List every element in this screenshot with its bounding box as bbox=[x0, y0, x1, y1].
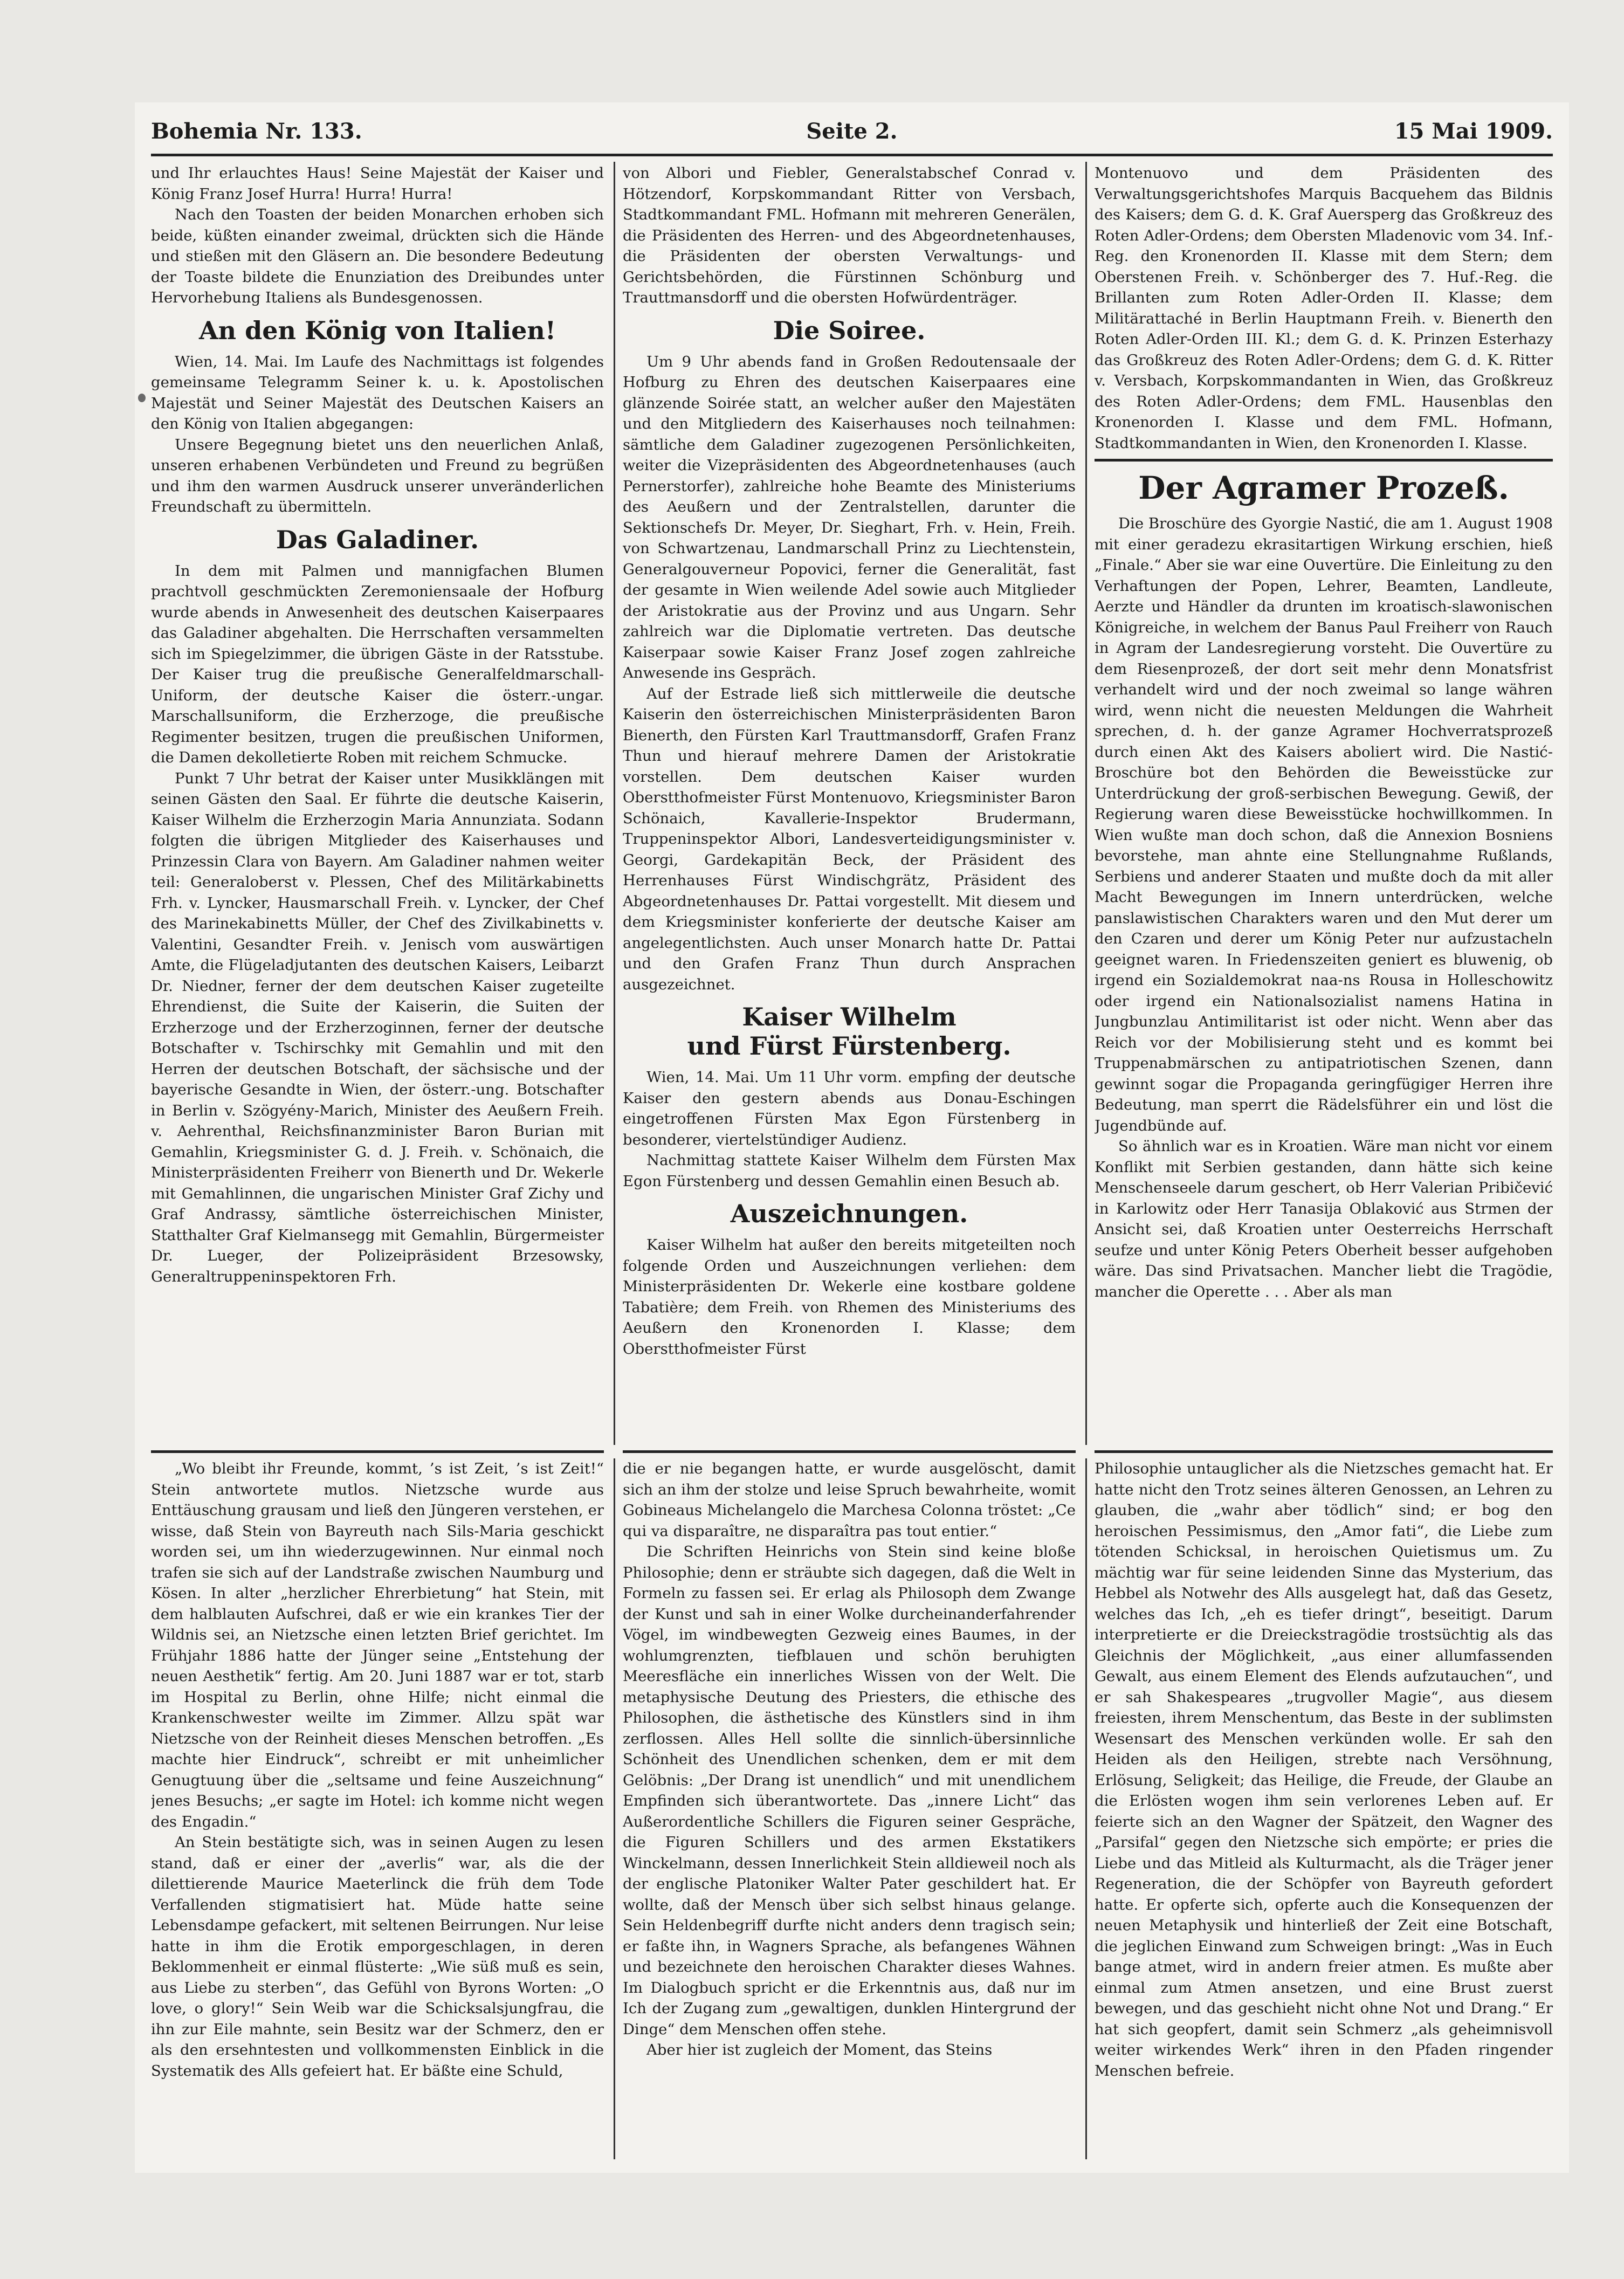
news-column-3 bbox=[1095, 163, 1553, 1446]
paragraph: Aber hier ist zugleich der Moment, das Steins bbox=[646, 2041, 993, 2058]
paragraph: „Wo bleibt ihr Freunde, kommt, ’s ist Zeit, ’s ist Zeit!“ Stein antwortete mutlos. Nietzsche wurde aus Enttäuschung grausam und ließ den Jüngeren verstehen, er wisse, daß Stein von Bayreuth nach Sils-Maria geschickt worden sei, um ihn wiederzugewinnen. Nur einmal noch trafen sie sich auf der Landstraße zwischen Naumburg und Kösen. In alter „herzlicher Ehrerbietung“ hat Stein, mit dem halblauten Aufschrei, daß er wie ein krankes Tier der Wildnis sei, an Nietzsche einen letzten Brief gerichtet. Im Frühjahr 1886 hatte der Jünger seine „Entstehung der neuen Aesthetik“ fertig. Am 20. Juni 1887 war er tot, starb im Hospital zu Berlin, ohne Hilfe; nicht einmal die Krankenschwester weilte im Zimmer. Allzu spät war Nietzsche von der Reinheit dieses Menschen betroffen. „Es machte hier Eindruck“, schreibt er mit unheimlicher Genugtuung über die „seltsame und feine Auszeichnung“ jenes Besuchs; „er sagte im Hotel: ich komme nicht wegen des Engadin.“ bbox=[151, 1460, 604, 1830]
paragraph: Wien, 14. Mai. Im Laufe des Nachmittags ist folgendes gemeinsame Telegramm Seiner k. u. k. Apostolischen Majestät und Seiner Majestät des Deutschen Kaisers an den König von Italien abgegangen: bbox=[151, 353, 604, 432]
article-heading: und Fürst Fürstenberg. bbox=[687, 1031, 1011, 1061]
header-page-number: Seite 2. bbox=[806, 119, 898, 144]
feuilleton-rule bbox=[151, 1450, 604, 1453]
paragraph: Montenuovo und dem Präsidenten des Verwaltungsgerichtshofes Marquis Bacquehem das Bildnis des Kaisers; dem G. d. K. Graf Auersperg das Großkreuz des Roten Adler-Ordens; dem Obersten Mladenovic vom 34. Inf.-Reg. den Kronenorden II. Klasse mit dem Stern; dem Oberstenen Freih. v. Schönberger des 7. Huf.-Reg. die Brillanten zum Roten Adler-Orden II. Klasse; dem Militärattaché in Berlin Hauptmann Freih. v. Bienerth den Roten Adler-Orden III. Kl.; dem G. d. K. Prinzen Esterhazy das Großkreuz des Roten Adler-Ordens; dem G. d. K. Ritter v. Versbach, Korpskommandanten in Wien, das Großkreuz des Roten Adler-Ordens; dem FML. Hausenblas den Kronenorden I. Klasse und dem FML. Hofmann, Stadtkommandanten in Wien, den Kronenorden I. Klasse. bbox=[1095, 164, 1553, 452]
paragraph: die er nie begangen hatte, er wurde ausgelöscht, damit sich an ihm der stolze und leise Spruch bewahrheite, womit Gobineaus Michelangelo die Marchesa Colonna tröstet: „Ce qui va disparaître, ne disparaîtra pas tout entier.“ bbox=[623, 1460, 1076, 1540]
news-column-1 bbox=[151, 163, 604, 1446]
column-rule bbox=[614, 1458, 615, 2159]
paragraph: und Ihr erlauchtes Haus! Seine Majestät der Kaiser und König Franz Josef Hurra! Hurra! Hurra! bbox=[151, 164, 604, 203]
paragraph: Die Broschüre des Gyorgie Nastić, die am 1. August 1908 mit einer geradezu ekrasitartigen Wirkung erschien, hieß „Finale.“ Aber sie war eine Ouvertüre. Die Einleitung zu den Verhaftungen der Popen, Lehrer, Beamten, Landleute, Aerzte und Händler da drunten im kroatisch-slawonischen Königreiche, in welchem der Banus Paul Freiherr von Rauch in Agram der Landesregierung vorsteht. Die Ouvertüre zu dem Riesenprozeß, der dort seit mehr denn Monatsfrist verhandelt wird und der noch zweimal so lange währen wird, wenn nicht die neuesten Meldungen die Wahrheit sprechen, d. h. der ganze Agramer Hochverratsprozeß durch einen Akt des Kaisers aboliert wird. Die Nastić-Broschüre bot den Behörden die Beweisstücke zur Unterdrückung der groß-serbischen Bewegung. Gewiß, der Regierung waren diese Beweisstücke hochwillkommen. In Wien wußte man doch schon, daß die Annexion Bosniens bevorstehe, man ahnte eine Stellungnahme Rußlands, Serbiens und anderer Staaten und mußte doch da mit aller Macht Bewegungen im Innern unterdrücken, welche panslawistischen Charakters waren und den Mut derer um den Czaren und derer um König Peter nur aufzustacheln geeignet waren. In Friedenszeiten geniert es bluwenig, ob irgend ein Sozialdemokrat naa-ns Rousa in Holleschowitz oder irgend ein Nationalsozialist namens Hatina in Jungbunzlau Antimilitarist ist oder nicht. Wenn aber das Reich vor der Mobilisierung steht und es kommt bei Truppenabmärschen zu antipatriotischen Szenen, dann gewinnt sogar die Propaganda geringfügiger Herren ihre Bedeutung, man sperrt die Rädelsführer ein und löst die Jugendbünde auf. bbox=[1095, 515, 1553, 1134]
header-title: Bohemia Nr. 133. bbox=[151, 119, 362, 144]
article-heading: Auszeichnungen. bbox=[730, 1199, 968, 1228]
paragraph: Nachmittag stattete Kaiser Wilhelm dem Fürsten Max Egon Fürstenberg und dessen Gemahlin einen Besuch ab. bbox=[623, 1152, 1076, 1190]
article-heading: Der Agramer Prozeß. bbox=[1138, 470, 1509, 506]
article-rule bbox=[1095, 459, 1553, 462]
paragraph: Um 9 Uhr abends fand in Großen Redoutensaale der Hofburg zu Ehren des deutschen Kaiserpaares eine glänzende Soirée statt, an welcher außer den Majestäten und den Mitgliedern des Kaiserhauses noch teilnahmen: sämtliche dem Galadiner zugezogenen Persönlichkeiten, weiter die Vizepräsidenten des Abgeordnetenhauses (auch Pernerstorfer), zahlreiche hohe Beamte des Ministeriums des Aeußern und der Zentralstellen, darunter die Sektionschefs Dr. Meyer, Dr. Sieghart, Frh. v. Hein, Freih. von Schwartzenau, Landmarschall Prinz zu Liechtenstein, Generalgouverneur Popovici, ferner die Generalität, fast der gesamte in Wien weilende Adel sowie auch Mitglieder der Aristokratie aus der Provinz und aus Ungarn. Sehr zahlreich war die Diplomatie vertreten. Das deutsche Kaiserpaar sowie Kaiser Franz Josef zogen zahlreiche Anwesende ins Gespräch. bbox=[623, 353, 1076, 681]
column-rule bbox=[614, 162, 615, 1445]
paragraph: Unsere Begegnung bietet uns den neuerlichen Anlaß, unseren erhabenen Verbündeten und Freund zu begrüßen und ihm den warmen Ausdruck unserer unveränderlichen Freundschaft zu übermitteln. bbox=[151, 436, 604, 515]
feuilleton-column-1 bbox=[151, 1458, 604, 2159]
feuilleton-column-2 bbox=[623, 1458, 1076, 2159]
column-rule bbox=[1085, 162, 1087, 1445]
feuilleton-rule bbox=[623, 1450, 1076, 1453]
header-date: 15 Mai 1909. bbox=[1394, 119, 1553, 144]
article-heading: Kaiser Wilhelm bbox=[742, 1002, 956, 1031]
paragraph: Philosophie untauglicher als die Nietzsches gemacht hat. Er hatte nicht den Trotz seines älteren Genossen, an Lehren zu glauben, die „wahr aber tödlich“ sind; er bog den heroischen Pessimismus, den „Amor fati“, die Liebe zum tötenden Schicksal, in heroischen Quietismus um. Zu mächtig war für seine leidenden Sinne das Mysterium, das Hebbel als Notwehr des Alls ausgelegt hat, daß das Gesetz, welches das Ich, „eh es tiefer dringt“, beseitigt. Darum interpretierte er die Dreieckstragödie trostsüchtig als das Gleichnis der Möglichkeit, „aus einer allumfassenden Gewalt, aus einem Element des Elends aufzutauchen“, und er sah Shakespeares „trugvoller Magie“, aus diesem freiesten, ihrem Menschentum, das Beste in der sublimsten Wesensart des Menschen verkünden wolle. Er sah den Heiden als den Heiligen, strebte nach Versöhnung, Erlösung, Seligkeit; das Heilige, die Freude, der Glaube an die Erlösten wogen ihm sein verlorenes Leben auf. Er feierte sich an den Wagner der Spätzeit, den Wagner des „Parsifal“ gegen den Nietzsche sich empörte; er pries die Liebe und das Mitleid als Kulturmacht, als die Träger jener Regeneration, die der Schöpfer von Bayreuth gefordert hatte. Er opferte sich, opferte auch die Konsequenzen der neuen Metaphysik und hinterließ der Zeit eine Botschaft, die jeglichen Einwand zum Schweigen bringt: „Was in Euch bange atmet, wird in andern freier atmen. Es mußte aber einmal zum Atmen ansetzen, und eine Brust zuerst bewegen, und das geschieht nicht ohne Not und Drang.“ Er hat sich geopfert, damit sein Schmerz „als geheimnisvoll weiter wirkendes Werk“ ihren in den Pfaden ringender Menschen befreie. bbox=[1095, 1460, 1553, 2080]
article-heading: An den König von Italien! bbox=[198, 315, 556, 345]
news-column-2 bbox=[623, 163, 1076, 1446]
article-heading: Das Galadiner. bbox=[276, 525, 479, 554]
column-rule bbox=[1085, 1458, 1087, 2159]
paragraph: An Stein bestätigte sich, was in seinen Augen zu lesen stand, daß er einer der „averlis“ war, als die der dilettierende Maurice Maeterlinck die früh dem Tode Verfallenden stigmatisiert hat. Müde hatte seine Lebensdampe gefackert, mit seltenen Beirrungen. Nur leise hatte in ihm die Erotik emporgeschlagen, in deren Beklommenheit er einmal flüsterte: „Wie süß muß es sein, aus Liebe zu sterben“, das Gefühl von Byrons Worten: „O love, o glory!“ Sein Weib war die Schicksalsjungfrau, die ihn zur Eile mahnte, sein Besitz war der Schmerz, den er als den ersehntesten und vollkommensten Einblick in die Systematik des Alls gefeiert hat. Er bäßte eine Schuld, bbox=[151, 1834, 604, 2080]
paragraph: Auf der Estrade ließ sich mittlerweile die deutsche Kaiserin den österreichischen Ministerpräsidenten Baron Bienerth, den Fürsten Karl Trauttmansdorff, Grafen Franz Thun und hierauf mehrere Damen der Aristokratie vorstellen. Dem deutschen Kaiser wurden Oberstthofmeister Fürst Montenuovo, Kriegsminister Baron Schönaich, Kavallerie-Inspektor Brudermann, Truppeninspektor Albori, Landesverteidigungsminister v. Georgi, Gardekapitän Beck, der Präsident des Herrenhauses Fürst Windischgrätz, Präsident des Abgeordnetenhauses Dr. Pattai vorgestellt. Mit diesem und dem Kriegsminister konferierte der deutsche Kaiser am angelegentlichsten. Auch unser Monarch hatte Dr. Pattai und den Grafen Franz Thun durch Ansprachen ausgezeichnet. bbox=[623, 685, 1076, 993]
feuilleton-column-3 bbox=[1095, 1458, 1553, 2159]
page-header bbox=[151, 113, 1553, 151]
ink-blot bbox=[138, 394, 146, 402]
header-rule bbox=[151, 154, 1553, 156]
feuilleton-rule bbox=[1095, 1450, 1553, 1453]
paragraph: Nach den Toasten der beiden Monarchen erhoben sich beide, küßten einander zweimal, drückten sich die Hände und stießen mit den Gläsern an. Die besondere Bedeutung der Toaste bildete die Enunziation des Dreibundes unter Hervorhebung Italiens als Bundesgenossen. bbox=[151, 206, 604, 306]
paragraph: So ähnlich war es in Kroatien. Wäre man nicht vor einem Konflikt mit Serbien gestanden, dann hätte sich keine Menschenseele darum geschert, ob Herr Valerian Pribičević in Karlowitz oder Herr Tanasija Oblaković aus Strmen der Ansicht sei, daß Kroatien unter Oesterreichs Herrschaft seufze und unter König Peters Oberheit besser aufgehoben wäre. Das sind Privatsachen. Mancher liebt die Tragödie, mancher die Operette . . . Aber als man bbox=[1095, 1138, 1553, 1300]
paragraph: von Albori und Fiebler, Generalstabschef Conrad v. Hötzendorf, Korpskommandant Ritter von Versbach, Stadtkommandant FML. Hofmann mit mehreren Generälen, die Präsidenten des Herren- und des Abgeordnetenhauses, die Präsidenten der obersten Verwaltungs- und Gerichtsbehörden, die Fürstinnen Schönburg und Trauttmansdorff und die obersten Hofwürdenträger. bbox=[623, 164, 1076, 306]
paragraph: Die Schriften Heinrichs von Stein sind keine bloße Philosophie; denn er sträubte sich dagegen, daß die Welt in Formeln zu fassen sei. Er erlag als Philosoph dem Zwange der Kunst und sah in einer Wolke durcheinanderfahrender Vögel, im windbewegten Gezweig eines Baumes, in der wohlumgrenzten, tiefblauen und schön beruhigten Meeresfläche ein innerliches Wissen von der Welt. Die metaphysische Deutung des Priesters, die ethische des Philosophen, die ästhetische des Künstlers sind in ihm zerflossen. Alles Hell sollte die sinnlich-übersinnliche Schönheit des Unendlichen schenken, dem er mit dem Gelöbnis: „Der Drang ist unendlich“ und mit unendlichem Empfinden sich überantwortete. Das „innere Licht“ das Außerordentliche Schillers die Figuren seiner Gespräche, die Figuren Schillers und des armen Ekstatikers Winckelmann, dessen Innerlichkeit Stein alldieweil noch als der englische Platoniker Walter Pater geschildert hat. Er wollte, daß der Mensch über sich selbst hinaus gelange. Sein Heldenbegriff durfte nicht anders denn tragisch sein; er faßte ihn, in Wagners Sprache, als befangenes Wähnen und bezeichnete den heroischen Charakter dieses Wahnes. Im Dialogbuch spricht er die Erkenntnis aus, daß nur im Ich der Zugang zum „gewaltigen, dunklen Hintergrund der Dinge“ dem Menschen offen stehe. bbox=[623, 1543, 1076, 2038]
paragraph: In dem mit Palmen und mannigfachen Blumen prachtvoll geschmückten Zeremoniensaale der Hofburg wurde abends in Anwesenheit des deutschen Kaiserpaares das Galadiner abgehalten. Die Herrschaften versammelten sich im Spiegelzimmer, die übrigen Gäste in der Ratsstube. Der Kaiser trug die preußische Generalfeldmarschall-Uniform, der deutsche Kaiser die österr.-ungar. Marschallsuniform, die Erzherzoge, die preußische Regimenter besitzen, trugen die preußischen Uniformen, die Damen dekolletierte Roben mit reichem Schmucke. bbox=[151, 562, 604, 766]
paragraph: Wien, 14. Mai. Um 11 Uhr vorm. empfing der deutsche Kaiser den gestern abends aus Donau-Eschingen eingetroffenen Fürsten Max Egon Fürstenberg in besonderer, viertelstündiger Audienz. bbox=[623, 1069, 1076, 1148]
paragraph: Punkt 7 Uhr betrat der Kaiser unter Musikklängen mit seinen Gästen den Saal. Er führte die deutsche Kaiserin, Kaiser Wilhelm die Erzherzogin Maria Annunziata. Sodann folgten die übrigen Mitglieder des Kaiserhauses und Prinzessin Clara von Bayern. Am Galadiner nahmen weiter teil: Generaloberst v. Plessen, Chef des Militärkabinetts Frh. v. Lyncker, Hausmarschall Freih. v. Lyncker, der Chef des Marinekabinetts Müller, der Chef des Zivilkabinetts v. Valentini, Gesandter Freih. v. Jenisch vom auswärtigen Amte, die Flügeladjutanten des deutschen Kaisers, Leibarzt Dr. Niedner, ferner der dem deutschen Kaiser zugeteilte Ehrendienst, die Suite der Kaiserin, die Suiten der Erzherzoge und der Erzherzoginnen, ferner der deutsche Botschafter v. Tschirschky mit Gemahlin und mit den Herren der deutschen Botschaft, der sächsische und der bayerische Gesandte in Wien, der österr.-ung. Botschafter in Berlin v. Szögyény-Marich, Minister des Aeußern Freih. v. Aehrenthal, Reichsfinanzminister Baron Burian mit Gemahlin, Kriegsminister G. d. J. Freih. v. Schönaich, die Ministerpräsidenten Freiherr von Bienerth und Dr. Wekerle mit Gemahlinnen, die ungarischen Minister Graf Zichy und Graf Andrassy, sämtliche österreichischen Minister, Statthalter Graf Kielmansegg mit Gemahlin, Bürgermeister Dr. Lueger, der Polizeipräsident Brzesowsky, Generaltruppeninspektoren Frh. bbox=[151, 769, 604, 1285]
newspaper-page bbox=[135, 102, 1569, 2173]
paragraph: Kaiser Wilhelm hat außer den bereits mitgeteilten noch folgende Orden und Auszeichnungen verliehen: dem Ministerpräsidenten Dr. Wekerle eine kostbare goldene Tabatière; dem Freih. von Rhemen des Ministeriums des Aeußern den Kronenorden I. Klasse; dem Oberstthofmeister Fürst bbox=[623, 1236, 1076, 1358]
article-heading: Die Soiree. bbox=[773, 315, 926, 345]
